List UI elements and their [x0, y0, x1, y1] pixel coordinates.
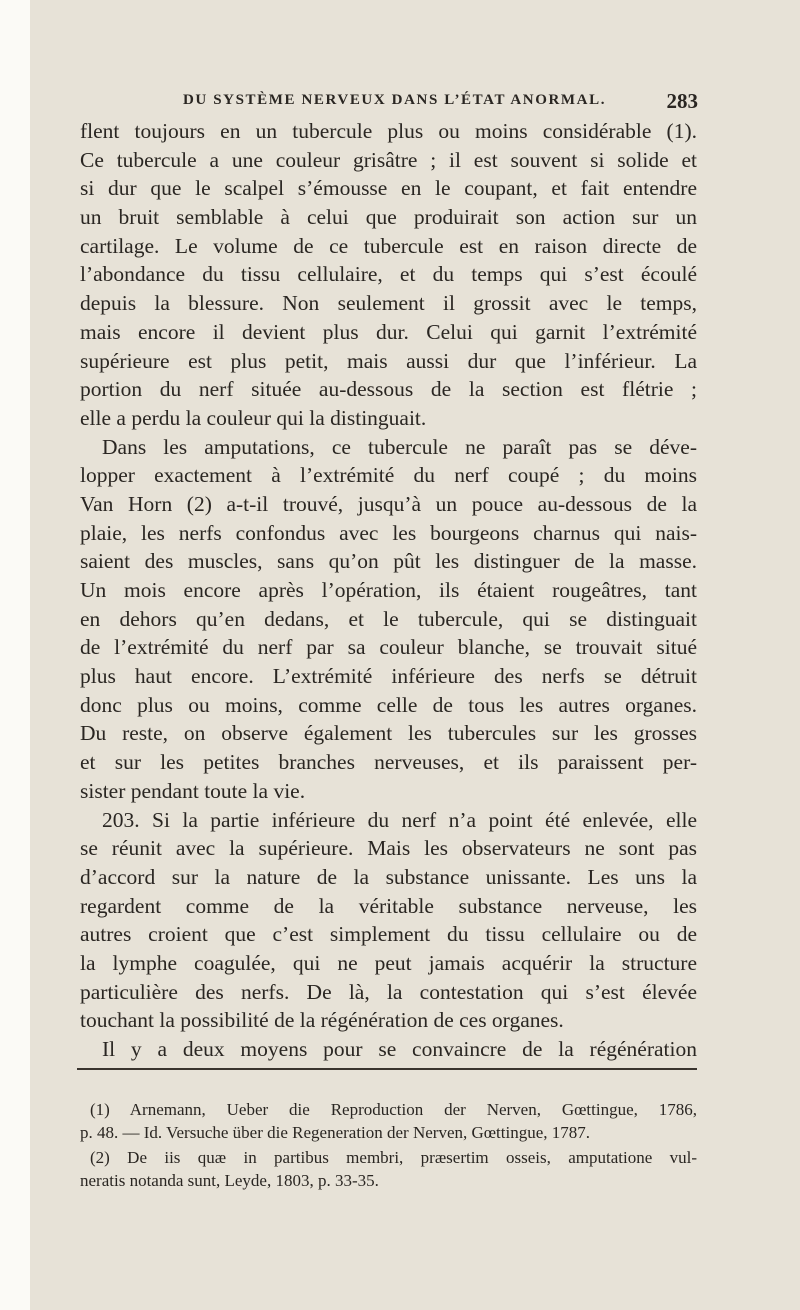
- page-number: 283: [666, 89, 698, 113]
- text-line: elle a perdu la couleur qui la distinguait.: [80, 405, 427, 430]
- text-line: autres croient que c’est simplement du tissu cellulaire ou de: [80, 922, 697, 947]
- page-gutter: [0, 0, 30, 1310]
- text-line: particulière des nerfs. De là, la contestation qui s’est élevée: [80, 979, 697, 1004]
- footnote-1-line: p. 48. — Id. Versuche über die Regeneration der Nerven, Gœttingue, 1787.: [80, 1123, 591, 1142]
- text-line: Van Horn (2) a-t-il trouvé, jusqu’à un pouce au-dessous de la: [80, 491, 697, 516]
- text-line: touchant la possibilité de la régénération de ces organes.: [80, 1008, 564, 1033]
- text-line: sister pendant toute la vie.: [80, 778, 306, 803]
- text-line: Dans les amputations, ce tubercule ne paraît pas se déve-: [102, 434, 697, 459]
- text-line: l’abondance du tissu cellulaire, et du temps qui s’est écoulé: [80, 262, 697, 287]
- text-line: portion du nerf située au-dessous de la section est flétrie ;: [80, 377, 697, 402]
- footnote-rule: [77, 1068, 697, 1070]
- text-line: et sur les petites branches nerveuses, et ils paraissent per-: [80, 750, 697, 775]
- text-line: flent toujours en un tubercule plus ou moins considérable (1).: [80, 119, 697, 143]
- text-line: Un mois encore après l’opération, ils étaient rougeâtres, tant: [80, 578, 697, 602]
- text-line: d’accord sur la nature de la substance unissante. Les uns la: [80, 864, 697, 889]
- text-line: donc plus ou moins, comme celle de tous les autres organes.: [80, 692, 697, 717]
- text-line: Il y a deux moyens pour se convaincre de la régénération: [102, 1037, 697, 1061]
- running-title: DU SYSTÈME NERVEUX DANS L’ÉTAT ANORMAL.: [183, 92, 607, 108]
- text-line: de l’extrémité du nerf par sa couleur blanche, se trouvait situé: [80, 635, 697, 660]
- text-line: en dehors qu’en dedans, et le tubercule, qui se distinguait: [80, 606, 697, 631]
- text-line: mais encore il devient plus dur. Celui qui garnit l’extrémité: [80, 319, 697, 344]
- text-line: se réunit avec la supérieure. Mais les observateurs ne sont pas: [80, 836, 697, 861]
- text-line: 203. Si la partie inférieure du nerf n’a point été enlevée, elle: [102, 807, 697, 832]
- body-text: [80, 117, 697, 1064]
- text-line: Du reste, on observe également les tubercules sur les grosses: [80, 721, 697, 746]
- text-line: plaie, les nerfs confondus avec les bourgeons charnus qui nais-: [80, 520, 697, 545]
- text-line: plus haut encore. L’extrémité inférieure des nerfs se détruit: [80, 664, 697, 689]
- text-line: depuis la blessure. Non seulement il grossit avec le temps,: [80, 291, 697, 316]
- footnote-2-line: (2) De iis quæ in partibus membri, præsertim osseis, amputatione vul-: [90, 1148, 697, 1167]
- text-line: la lymphe coagulée, qui ne peut jamais acquérir la structure: [80, 950, 697, 975]
- text-line: supérieure est plus petit, mais aussi dur que l’inférieur. La: [80, 348, 697, 373]
- text-line: cartilage. Le volume de ce tubercule est en raison directe de: [80, 233, 697, 258]
- text-line: saient des muscles, sans qu’on pût les distinguer de la masse.: [80, 549, 697, 574]
- footnote-1-line: (1) Arnemann, Ueber die Reproduction der Nerven, Gœttingue, 1786,: [90, 1100, 697, 1119]
- text-line: regardent comme de la véritable substance nerveuse, les: [80, 893, 697, 918]
- text-line: un bruit semblable à celui que produirait son action sur un: [80, 205, 697, 230]
- footnotes: [80, 1098, 697, 1192]
- text-line: Ce tubercule a une couleur grisâtre ; il est souvent si solide et: [80, 147, 697, 172]
- text-line: lopper exactement à l’extrémité du nerf coupé ; du moins: [80, 463, 697, 488]
- footnote-2-line: neratis notanda sunt, Leyde, 1803, p. 33-35.: [80, 1171, 379, 1190]
- text-line: si dur que le scalpel s’émousse en le coupant, et fait entendre: [80, 176, 697, 201]
